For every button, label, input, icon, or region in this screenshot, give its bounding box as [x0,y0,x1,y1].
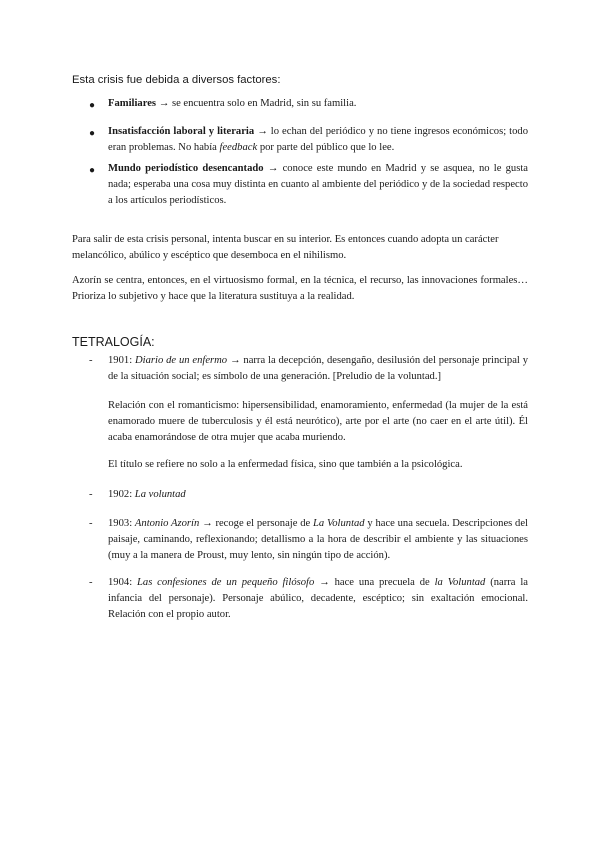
item-1903: 1903: Antonio Azorín → recoge el personaje de La Voluntad y hace una secuela. Descripciones del paisaje, caminando, reflexionando; detallismo a la hora de describir el ambiente y las situaciones (muy a la manera de Proust, muy lento, sin ningún tipo de acción). [108,518,528,561]
dash-1903: - [89,518,93,529]
factor-familiares [108,96,528,112]
factor-familiares-title: Familiares [108,98,157,109]
section-heading-tetralogia: TETRALOGÍA: [72,335,155,349]
factor-mundo-title: Mundo periodístico desencantado [108,163,264,174]
item-1901-titulo: El título se refiere no solo a la enfermedad física, sino que también a la psicológica. [108,459,463,470]
dash-1904: - [89,577,93,588]
paragraph-salir-crisis: Para salir de esta crisis personal, intenta buscar en su interior. Es entonces cuando adopta un carácter melancólico, abúlico y escéptico que desemboca en el nihilismo. [72,234,499,261]
title-la-voluntad-ref: La Voluntad [312,518,365,529]
title-antonio-azorin: Antonio Azorín [134,518,200,529]
title-diario-enfermo: Diario de un enfermo [135,355,228,366]
paragraph-azorin: Azorín se centra, entonces, en el virtuosismo formal, en la técnica, el recurso, las innovaciones formales… Prioriza lo subjetivo y hace que la literatura sustituya a la realidad. [72,275,528,302]
item-1901: 1901: Diario de un enfermo → narra la decepción, desengaño, desilusión del personaje principal y de la situación social; es símbolo de una generación. [Preludio de la voluntad.] [108,355,528,382]
bullet-dot-1: ● [89,100,96,111]
title-la-voluntad: La voluntad [134,489,186,500]
factor-insatisfaccion: Insatisfacción laboral y literaria → lo echan del periódico y no tiene ingresos económicos; todo eran problemas. No había feedback por parte del público que lo lee. [108,126,528,153]
factor-insatisfaccion-title: Insatisfacción laboral y literaria [108,126,255,137]
factor-mundo-text: → conoce este mundo en Madrid y se asquea, no le gusta nada; esperaba una cosa muy distinta en cuanto al ambiente del periódico y de la sociedad respecto a los artículos periodísticos. [108,163,528,206]
item-1901-romanticismo: Relación con el romanticismo: hipersensibilidad, enamoramiento, enfermedad (la mujer de la está enamorado muere de tuberculosis y él está neurótico), arte por el arte (no caer en el arte útil). Él acaba enamorándose de otra mujer que acaba muriendo. [108,400,528,443]
intro-line: Esta crisis fue debida a diversos factores: [72,74,281,86]
bullet-dot-3: ● [89,165,96,176]
title-confesiones: Las confesiones de un pequeño filósofo [137,577,315,588]
item-1902: 1902: La voluntad [108,489,186,500]
title-la-voluntad-ref-2: la Voluntad [434,577,486,588]
item-1904: 1904: Las confesiones de un pequeño filósofo → hace una precuela de la Voluntad (narra la infancia del personaje). Personaje abúlico, decadente, escéptico; sin exaltación emocional. Relación con el propio autor. [108,577,529,620]
factor-mundo-periodistico [108,161,528,209]
dash-1902: - [89,489,93,500]
dash-1901: - [89,355,93,366]
factor-familiares-text: → se encuentra solo en Madrid, sin su familia. [158,98,357,109]
feedback-word: feedback [219,142,258,153]
bullet-dot-2: ● [89,128,96,139]
